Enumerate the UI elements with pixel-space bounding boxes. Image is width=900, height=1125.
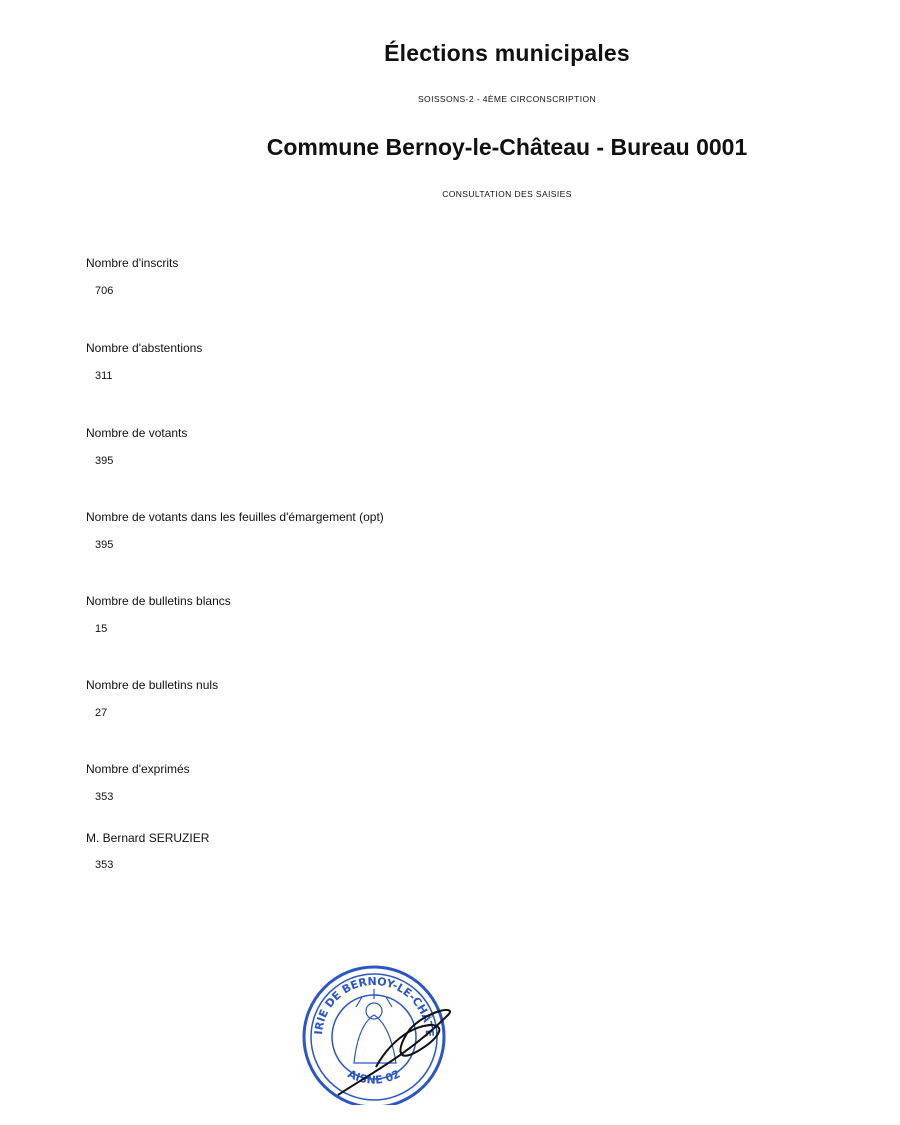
mairie-stamp <box>298 955 468 1105</box>
field-label: Nombre de votants dans les feuilles d'émargement (opt) <box>86 510 384 524</box>
field-label: Nombre de bulletins blancs <box>86 594 231 608</box>
field-value: 395 <box>95 539 114 551</box>
field-label: M. Bernard SERUZIER <box>86 831 210 845</box>
stamp-text-top: IRIE DE BERNOY-LE-CHÂTE <box>312 974 437 1038</box>
circonscription-label: SOISSONS-2 - 4ÈME CIRCONSCRIPTION <box>417 94 597 104</box>
field-value: 353 <box>95 791 114 803</box>
field-value: 353 <box>95 859 114 871</box>
field-votants-emargement <box>86 510 384 551</box>
field-value: 706 <box>95 285 114 297</box>
field-abstentions <box>86 341 203 382</box>
field-label: Nombre de bulletins nuls <box>86 678 219 692</box>
consultation-subtitle: CONSULTATION DES SAISIES <box>442 189 572 199</box>
field-blancs <box>86 594 231 635</box>
stamp-text-bottom: AISNE 02 <box>345 1067 403 1087</box>
field-label: Nombre d'exprimés <box>86 762 190 776</box>
page-title: Élections municipales <box>384 40 630 66</box>
field-nuls <box>86 678 219 719</box>
field-value: 311 <box>95 370 113 382</box>
field-value: 395 <box>95 455 114 467</box>
field-value: 15 <box>95 623 108 635</box>
field-label: Nombre d'abstentions <box>86 341 203 355</box>
stamp-seal-icon <box>298 955 468 1105</box>
field-label: Nombre d'inscrits <box>86 256 179 270</box>
commune-title: Commune Bernoy-le-Château - Bureau 0001 <box>266 134 748 160</box>
field-value: 27 <box>95 707 108 719</box>
field-candidate <box>86 831 210 871</box>
field-inscrits <box>86 256 179 297</box>
field-votants <box>86 426 188 467</box>
field-exprimes <box>86 762 190 803</box>
field-label: Nombre de votants <box>86 426 188 440</box>
